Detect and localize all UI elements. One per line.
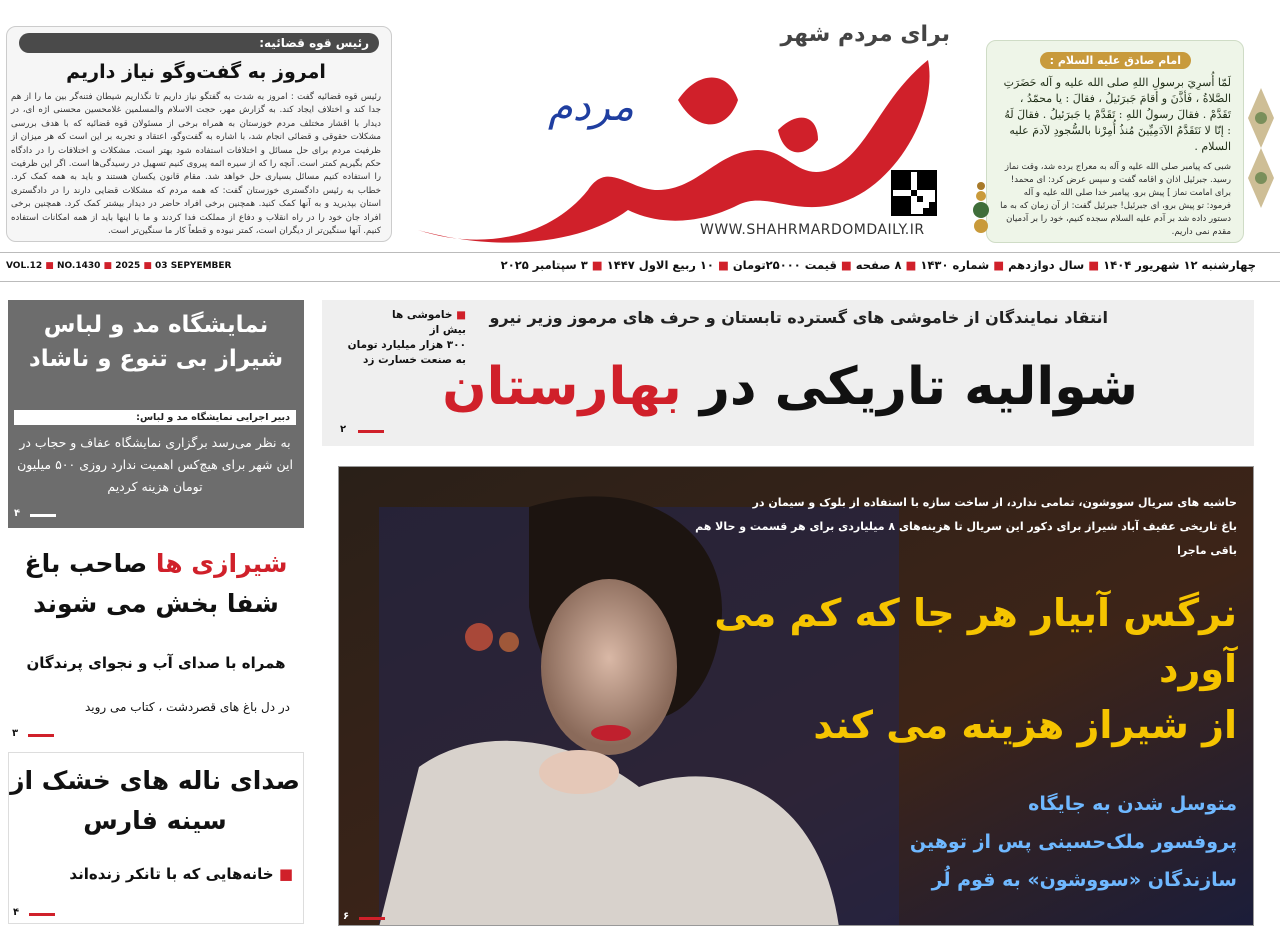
blackout-note: ■ خاموشی ها بیش از ۳۰۰ هزار میلیارد تومان به صنعت خسارت زد	[336, 308, 466, 368]
blackout-note-3: ۳۰۰ هزار میلیارد تومان	[347, 339, 466, 351]
hadith-title: امام صادق علیه السلام :	[1040, 52, 1191, 69]
photo-headline[interactable]	[677, 585, 1237, 753]
fars-water-box	[8, 752, 304, 924]
shiraz-page-bar	[28, 734, 54, 737]
prayer-beads-icon	[968, 180, 994, 236]
main-headline-box	[322, 300, 1254, 446]
dateline-bar	[0, 252, 1280, 282]
fars-sub: ■ خانه‌هایی که با تانکر زنده‌اند	[69, 865, 293, 883]
page-ref: ۲	[340, 424, 347, 435]
dateline-english: VOL.12 ■ NO.1430 ■ 2025 ■ 03 SEPYEMBER	[6, 261, 232, 271]
photo-headline-2: از شیراز هزینه می کند	[813, 703, 1237, 747]
chief-justice-box	[6, 26, 392, 242]
blackout-note-2: بیش از	[429, 324, 466, 336]
shiraz-title[interactable]	[8, 544, 304, 624]
photo-blue-1: متوسل شدن به جایگاه	[1028, 793, 1237, 815]
date-issue: شماره ۱۴۳۰	[920, 258, 990, 272]
chief-justice-tag: رئیس قوه قضائیه:	[19, 33, 379, 53]
chief-justice-headline[interactable]: امروز به گفت‌وگو نیاز داریم	[66, 61, 326, 83]
hadith-arabic: لَمّا أُسرِيَ برسولِ اللهِ صلى الله عليه و آله حَضَرَتِ الصَّلاةُ ، فَأذَّنَ و أقامَ جَبرَئيلُ ، فقالَ : يا محمّدُ ، تَقَدَّمْ . فقالَ رسولُ اللهِ : تَقَدَّمْ يا جَبرَئيلُ . فقالَ لَهُ : إنّا لا نَتَقَدَّمُ الآدَمِيِّينَ مُنذُ أُمِرْنا بالسُّجودِ لآدمَ عليه السلام .	[1003, 76, 1231, 153]
photo-page-ref: ۶	[343, 911, 350, 922]
shiraz-garden-box	[8, 540, 304, 745]
date-day: چهارشنبه ۱۲ شهریور ۱۴۰۴	[1103, 258, 1256, 272]
photo-story	[338, 466, 1254, 926]
date-price: قیمت ۲۵۰۰۰تومان	[732, 258, 837, 272]
logo-small-text: مردم	[548, 84, 635, 130]
blackout-note-4: به صنعت خسارت زد	[363, 354, 466, 366]
expo-body: به نظر می‌رسد برگزاری نمایشگاه عفاف و حجاب در این شهر برای هیچ‌کس اهمیت ندارد روزی ۵۰۰ میلیون تومان هزینه کردیم	[17, 435, 293, 494]
fars-sub-text: خانه‌هایی که با تانکر زنده‌اند	[69, 865, 274, 883]
date-hijri: ۱۰ ربیع الاول ۱۴۴۷	[606, 258, 714, 272]
expo-page-bar	[30, 514, 56, 517]
hadith-box	[986, 40, 1244, 243]
date-gregorian: ۳ سپتامبر ۲۰۲۵	[500, 258, 588, 272]
photo-blue-2: پروفسور ملک‌حسینی پس از توهین	[909, 831, 1237, 853]
expo-page-ref: ۴	[14, 508, 21, 519]
shiraz-page-ref: ۳	[12, 728, 19, 739]
dateline-persian: چهارشنبه ۱۲ شهریور ۱۴۰۴ ■ سال دوازدهم ■ شماره ۱۴۳۰ ■ ۸ صفحه ■ قیمت ۲۵۰۰۰تومان ■ ۱۰ ربیع الاول ۱۴۴۷ ■ ۳ سپتامبر ۲۰۲۵	[500, 258, 1256, 272]
main-kicker: انتقاد نمایندگان از خاموشی های گسترده تابستان و حرف های مرموز وزیر نیرو	[489, 308, 1108, 327]
expo-who: دبیر اجرایی نمایشگاه مد و لباس:	[14, 410, 296, 425]
website-url: WWW.SHAHRMARDOMDAILY.IR	[700, 222, 925, 238]
expo-box	[8, 300, 304, 528]
shiraz-sub1: همراه با صدای آب و نجوای پرندگان	[26, 654, 286, 672]
photo-headline-1: نرگس آبیار هر جا که کم می آورد	[714, 591, 1237, 691]
photo-caption	[677, 491, 1237, 563]
date-year: سال دوازدهم	[1008, 258, 1085, 272]
date-en-vol: VOL.12	[6, 261, 43, 271]
date-en-no: NO.1430	[56, 261, 101, 271]
photo-caption-2: باغ تاریخی عفیف آباد شیراز برای دکور این سریال تا هزینه‌های ۸ میلیاردی برای هر قسمت و حالا هم باقی ماجرا	[695, 520, 1237, 557]
fars-page-ref: ۴	[13, 907, 20, 918]
photo-page-bar	[359, 917, 385, 920]
fars-page-bar	[29, 913, 55, 916]
main-headline-black: شوالیه تاریکی در	[681, 357, 1138, 417]
photo-blue-sub[interactable]	[677, 785, 1237, 899]
hadith-persian: شبی که پیامبر صلی الله علیه و آله به معراج برده شد، وقت نماز رسید. جبرئیل اذان و اقامه گفت و سپس عرض کرد: ای محمد! برای امامت نماز ] پیش برو. پیامبر خدا صلی الله علیه و آله فرمود: تو پیش برو، ای جبرئیل! جبرئیل گفت: از آن زمان که به ما دستور داده شد بر آدم علیه السلام سجده کنیم، خود را بر آدمیان مقدم نمی داریم.	[1000, 162, 1231, 237]
main-headline-red: بهارستان	[442, 357, 682, 417]
newspaper-logo	[398, 40, 958, 250]
date-pages: ۸ صفحه	[855, 258, 902, 272]
fars-title[interactable]: صدای ناله های خشک از سینه فارس	[10, 766, 300, 835]
blackout-note-1: خاموشی ها	[392, 309, 453, 321]
page-ref-bar	[358, 430, 384, 433]
main-headline[interactable]	[442, 352, 1138, 422]
expo-title[interactable]: نمایشگاه مد و لباس شیراز بی تنوع و ناشاد	[28, 312, 284, 372]
date-en-year: 2025	[115, 261, 141, 271]
photo-caption-1: حاشیه های سریال سووشون، تمامی ندارد، از ساخت سازه با استفاده از بلوک و سیمان در	[752, 496, 1237, 509]
chief-justice-body: رئیس قوه قضائیه گفت : امروز به شدت به گفتگو نیاز داریم تا نگذاریم شیطان فتنه‌گر بین ما را از هم جدا کند و اختلاف ایجاد کند. به گزارش مهر، حجت الاسلام والمسلمین غلامحسین محسنی اژه ای، در دیدار با اقشار مختلف مردم خوزستان به همراه برخی از مسئولان قوه قضائیه که با هدف بررسی مشکلات حقوقی و قضائی انجام شد، با اشاره به گفت‌وگو، اعتقاد و تجربه بر این است که هر میزان از ظرفیت مردم برای حل مسائل و اختلافات استفاده شود بهتر است. مشکلات و اختلافات را در دادگاه حکم بگیریم کمتر است. آنچه را که از سیره ائمه پیروی کنیم تسهیل در رسیدگی‌ها است. اگر این ظرفیت را استفاده کنیم مسائل بسیاری حل خواهد شد. مقام قانون یکسان هستند و باید به همه کمک کرد. خطاب به رئیس دادگستری خوزستان گفت: که همه مردم که مشکلات قضایی دارند را در دادگستری استان بپذیرید و به آنها کمک کنید. همچنین برخی افراد حاضر در دیدار بیشتر کمک کرد. همچنین برخی افراد جان خود را در راه انقلاب و دفاع از مملکت فدا کردند و ما با اینها باید از همه امکانات استفاده کنیم. آنها سنگین‌تر از دیگران است، کمتر نبوده و قطعاً کار ما سنگین‌تر است.	[11, 92, 381, 237]
shiraz-title-rest: صاحب باغ شفا بخش می شوند	[24, 549, 279, 618]
photo-blue-3: سازندگان «سووشون» به قوم لُر	[931, 869, 1237, 891]
date-en-date: 03 SEPYEMBER	[155, 261, 232, 271]
masthead-tagline: برای مردم شهر	[780, 22, 950, 47]
shiraz-title-red: شیرازی ها	[155, 549, 288, 578]
shiraz-sub2: در دل باغ های قصردشت ، کتاب می روید	[84, 700, 290, 714]
qr-code-icon	[891, 170, 937, 216]
ornament-icon	[1246, 88, 1276, 208]
